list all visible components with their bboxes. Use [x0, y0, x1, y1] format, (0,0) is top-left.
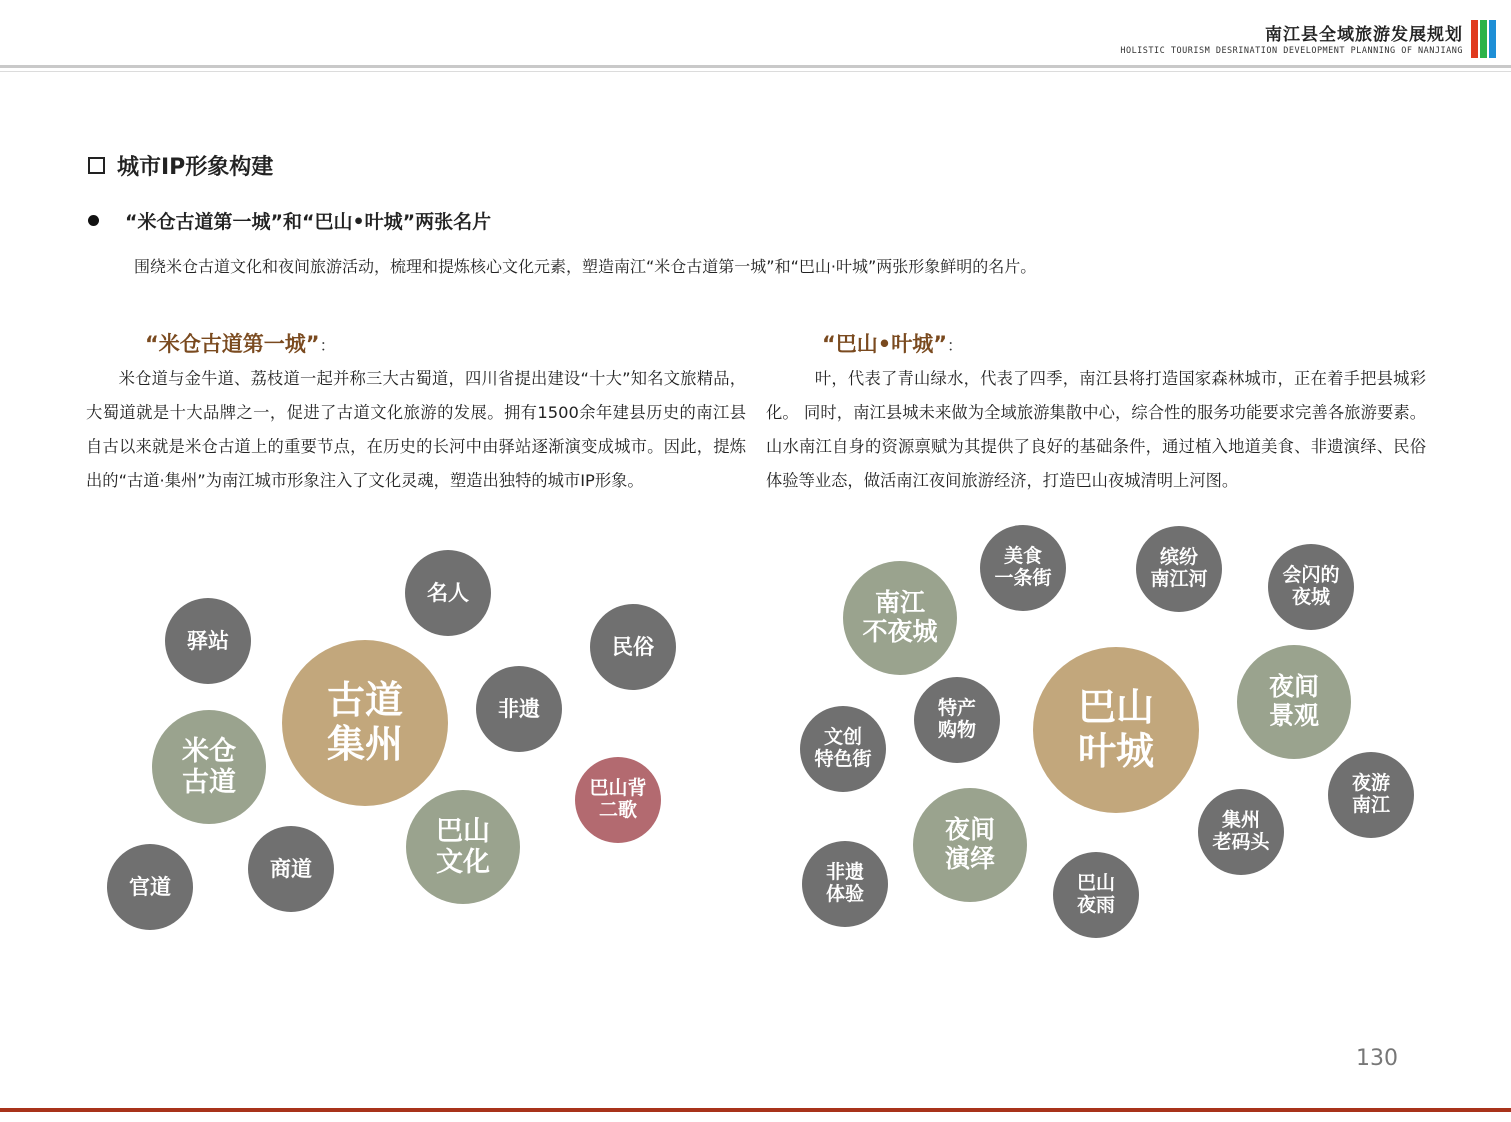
right-column-colon: ： — [947, 336, 964, 355]
bubble-yejian-jingguan: 夜间 景观 — [1237, 645, 1351, 759]
checkbox-square-icon — [88, 157, 105, 174]
bubble-yejian-yanyi: 夜间 演绎 — [913, 788, 1027, 902]
bubble-binfen-nanjianghe: 缤纷 南江河 — [1136, 526, 1222, 612]
left-column-title: “米仓古道第一城” — [145, 332, 320, 356]
bubble-techan-gouwu: 特产 购物 — [914, 677, 1000, 763]
left-column-colon: ： — [319, 336, 336, 355]
bubble-huishande-yecheng: 会闪的 夜城 — [1268, 544, 1354, 630]
bubble-bashan-yeyu: 巴山 夜雨 — [1053, 852, 1139, 938]
subsection-heading — [88, 207, 491, 234]
bubble-micang-gudao: 米仓 古道 — [152, 710, 266, 824]
right-column-heading — [822, 328, 963, 358]
intro-paragraph: 围绕米仓古道文化和夜间旅游活动，梳理和提炼核心文化元素，塑造南江“米仓古道第一城”和“巴山·叶城”两张形象鲜明的名片。 — [134, 257, 1037, 276]
bubble-feiyi: 非遗 — [476, 666, 562, 752]
bubble-meishi-yitiaojie: 美食 一条街 — [980, 525, 1066, 611]
bubble-jizhou-laomatou: 集州 老码头 — [1198, 789, 1284, 875]
footer-divider — [0, 1108, 1511, 1112]
section-heading — [88, 150, 273, 181]
document-subtitle: HOLISTIC TOURISM DESRINATION DEVELOPMENT PLANNING OF NANJIANG — [1120, 46, 1463, 56]
bubble-mingren: 名人 — [405, 550, 491, 636]
bubble-wenchuang-tesejie: 文创 特色街 — [800, 706, 886, 792]
subsection-title: “米仓古道第一城”和“巴山•叶城”两张名片 — [125, 211, 492, 233]
bubble-bashan-beierge: 巴山背 二歌 — [575, 757, 661, 843]
left-paragraph: 米仓道与金牛道、荔枝道一起并称三大古蜀道，四川省提出建设“十大”知名文旅精品，大蜀道就是十大品牌之一，促进了古道文化旅游的发展。拥有1500余年建县历史的南江县自古以来就是米仓古道上的重要节点，在历史的长河中由驿站逐渐演变成城市。因此，提炼出的“古道·集州”为南江城市形象注入了文化灵魂，塑造出独特的城市IP形象。 — [86, 369, 746, 490]
bubble-minsu: 民俗 — [590, 604, 676, 690]
header-logo-bars — [1471, 20, 1501, 58]
header-bar-red — [1471, 20, 1478, 58]
section-title: 城市IP形象构建 — [117, 155, 274, 180]
header-divider-thin — [0, 71, 1511, 72]
left-column-heading — [145, 328, 336, 358]
bubble-yizhan: 驿站 — [165, 598, 251, 684]
bubble-gudao-jizhou: 古道 集州 — [282, 640, 448, 806]
header-bar-blue — [1489, 20, 1496, 58]
bubble-nanjiang-buyecheng: 南江 不夜城 — [843, 561, 957, 675]
bubble-shangdao: 商道 — [248, 826, 334, 912]
document-title: 南江县全域旅游发展规划 — [1265, 25, 1463, 45]
bubble-bashan-yecheng: 巴山 叶城 — [1033, 647, 1199, 813]
header-divider — [0, 65, 1511, 68]
right-paragraph: 叶，代表了青山绿水，代表了四季，南江县将打造国家森林城市，正在着手把县城彩化。 同时，南江县城未来做为全域旅游集散中心，综合性的服务功能要求完善各旅游要素。山水南江自身的资源禀赋为其提供了良好的基础条件，通过植入地道美食、非遗演绎、民俗体验等业态，做活南江夜间旅游经济，打造巴山夜城清明上河图。 — [766, 369, 1426, 490]
bubble-feiyi-tiyan: 非遗 体验 — [802, 841, 888, 927]
page-number: 130 — [1356, 1046, 1398, 1071]
right-column-title: “巴山•叶城” — [822, 332, 948, 356]
bubble-bashan-wenhua: 巴山 文化 — [406, 790, 520, 904]
bubble-yeyou-nanjiang: 夜游 南江 — [1328, 752, 1414, 838]
header-bar-green — [1480, 20, 1487, 58]
bullet-icon — [88, 215, 99, 226]
bubble-guandao: 官道 — [107, 844, 193, 930]
